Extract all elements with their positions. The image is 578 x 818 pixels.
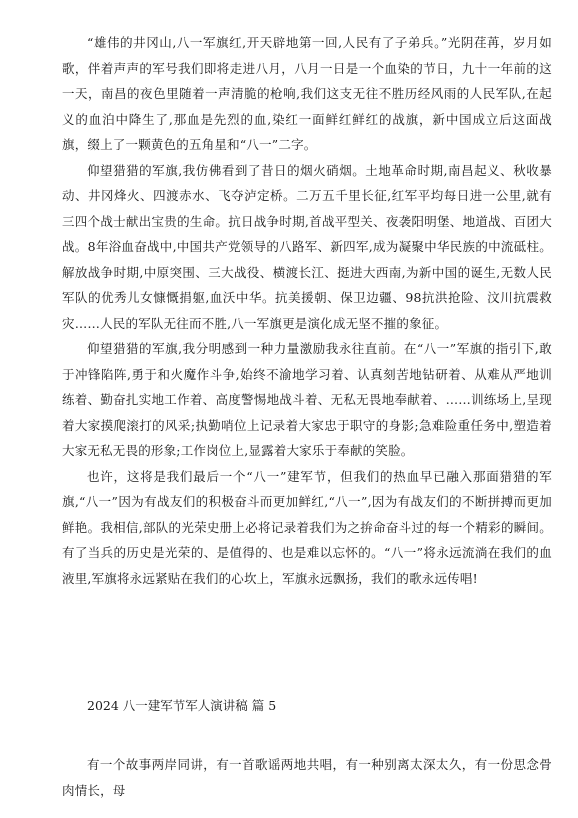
paragraph-conclusion: 也许，这将是我们最后一个“八一”建军节，但我们的热血早已融入那面猎猎的军旗,“八一”因为有战友们的积极奋斗而更加鲜红,“八一”,因为有战友们的不断拼搏而更加鲜艳。我相信,部队的光荣史册上必将记录着我们为之拚命奋斗过的每一个精彩的瞬间。有了当兵的历史是光荣的、是值得的、也是难以忘怀的。“八一”将永远流淌在我们的血液里,军旗将永远紧贴在我们的心坎上，军旗永远飘扬，我们的歌永远传唱!: [62, 468, 552, 586]
paragraph-inspiration: 仰望猎猎的军旗,我分明感到一种力量激励我永往直前。在“八一”军旗的指引下,敢于冲锋陷阵,勇于和火魔作斗争,始终不渝地学习着、认真刻苦地钻研着、从难从严地训练着、勤奋扎实地工作着、高度警惕地战斗着、无私无畏地奉献着、……训练场上,呈现着大家摸爬滚打的风采;执勤哨位上记录着大家忠于职守的身影;急难险重任务中,塑造着大家无私无畏的形象;工作岗位上,显露着大家乐于奉献的笑脸。: [62, 341, 552, 458]
paragraph-intro: “雄伟的井冈山,八一军旗红,开天辟地第一回,人民有了子弟兵。”光阴荏苒，岁月如歌，伴着声声的军号我们即将走进八月，八月一日是一个血染的节日，九十一年前的这一天，南昌的夜色里随着一声清脆的枪响,我们这支无往不胜历经风雨的人民军队,在起义的血泊中降生了,那血是先烈的血,染红一面鲜红鲜红的战旗，新中国成立后这面战旗，缀上了一颗黄色的五角星和“八一”二字。: [62, 35, 552, 152]
paragraph-history: 仰望猎猎的军旗,我仿佛看到了昔日的烟火硝烟。土地革命时期,南昌起义、秋收暴动、井冈烽火、四渡赤水、飞夺泸定桥。二万五千里长征,红军平均每日进一公里,就有三四个战士献出宝贵的生命。抗日战争时期,首战平型关、夜袭阳明堡、地道战、百团大战。8年浴血奋战中,中国共产党领导的八路军、新四军,成为凝聚中华民族的中流砥柱。解放战争时期,中原突围、三大战役、横渡长江、挺进大西南,为新中国的诞生,无数人民军队的优秀儿女慷慨捐躯,血沃中华。抗美援朝、保卫边疆、98抗洪抢险、汶川抗震救灾……人民的军队无往而不胜,八一军旗更是演化成无坚不摧的象征。: [62, 162, 552, 331]
section-heading: 2024 八一建军节军人演讲稿 篇 5: [87, 698, 277, 713]
paragraph-next-section: 有一个故事两岸同讲，有一首歌谣两地共唱，有一种别离太深太久，有一份思念骨肉情长，母: [62, 757, 552, 798]
document-page: [62, 30, 552, 798]
